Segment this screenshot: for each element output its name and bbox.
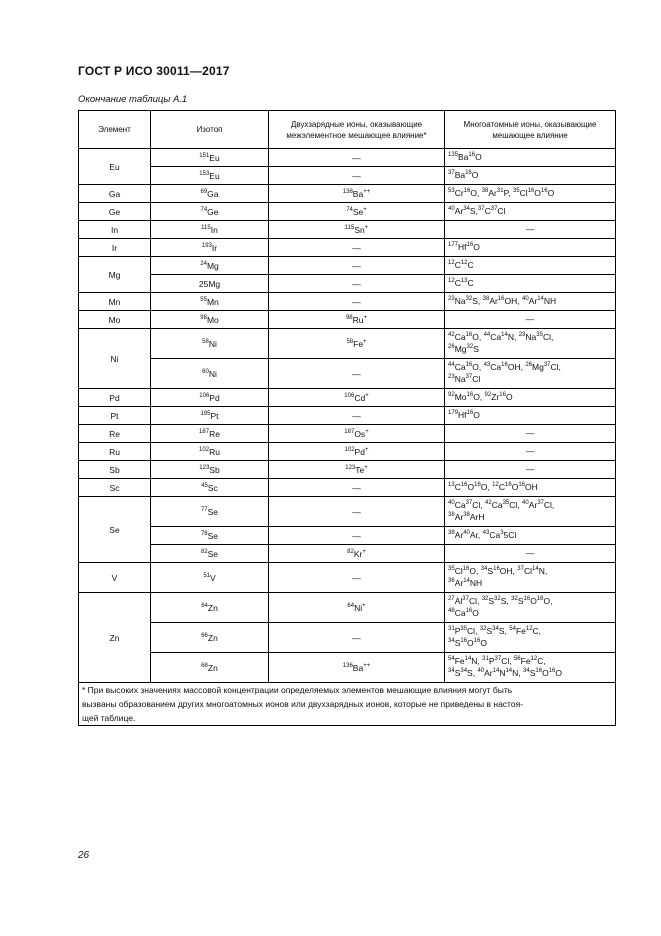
table-row [79, 239, 616, 257]
cell-doubly-charged: $^{102}$Pd+ [269, 443, 445, 461]
cell-isotope: $^{69}$Ga [151, 185, 269, 203]
cell-doubly-charged: $^{136}$Ba++ [269, 653, 445, 683]
cell-isotope: $^{82}$Se [151, 545, 269, 563]
cell-doubly-charged: — [269, 257, 445, 275]
cell-isotope: $^{68}$Zn [151, 653, 269, 683]
table-row [79, 275, 616, 293]
table-row [79, 389, 616, 407]
cell-isotope: $^{55}$Mn [151, 293, 269, 311]
page-number: 26 [78, 850, 90, 861]
cell-isotope: $^{24}$Mg [151, 257, 269, 275]
interference-table [78, 110, 616, 726]
cell-isotope: $^{74}$Ge [151, 203, 269, 221]
cell-element: Ir [79, 239, 151, 257]
cell-isotope: $^{98}$Mo [151, 311, 269, 329]
cell-polyatomic: $^{12}C^{13}C$ [445, 275, 616, 293]
cell-element: Mo [79, 311, 151, 329]
cell-polyatomic: — [445, 443, 616, 461]
cell-isotope: $^{193}$Ir [151, 239, 269, 257]
table-row [79, 527, 616, 545]
table-row [79, 593, 616, 623]
cell-polyatomic: $^{179}$Hf$^{16}$O [445, 407, 616, 425]
table-row [79, 293, 616, 311]
table-row [79, 461, 616, 479]
footnote-row [79, 683, 616, 726]
footnote-line: щей таблице. [82, 713, 136, 723]
table-row [79, 479, 616, 497]
table-caption: Окончание таблицы А.1 [78, 94, 188, 105]
cell-isotope: 25Mg [151, 275, 269, 293]
cell-isotope: $^{115}$In [151, 221, 269, 239]
cell-element: In [79, 221, 151, 239]
cell-doubly-charged: — [269, 527, 445, 545]
cell-isotope: $^{58}$Ni [151, 329, 269, 359]
document-header-title: ГОСТ Р ИСО 30011—2017 [78, 64, 230, 78]
cell-doubly-charged: — [269, 359, 445, 389]
cell-doubly-charged: — [269, 407, 445, 425]
table-footnote [79, 683, 616, 726]
cell-isotope: $^{60}$Ni [151, 359, 269, 389]
cell-isotope: $^{153}$Eu [151, 167, 269, 185]
cell-isotope: $^{77}$Se [151, 497, 269, 527]
cell-isotope: $^{106}$Pd [151, 389, 269, 407]
cell-polyatomic: $^{53}$Cr$^{16}$O, $^{38}$Ar$^{31}$P, $^{35}Cl^{16}O^{16}O$ [445, 185, 616, 203]
cell-polyatomic: $^{177}$Hf$^{16}$O [445, 239, 616, 257]
cell-doubly-charged: $^{98}$Ru+ [269, 311, 445, 329]
table-row [79, 185, 616, 203]
cell-polyatomic: $^{92}$Mo$^{16}$O, $^{92}$Zr$^{16}$O [445, 389, 616, 407]
cell-doubly-charged: $^{187}$Os+ [269, 425, 445, 443]
cell-isotope: $^{102}$Ru [151, 443, 269, 461]
cell-doubly-charged: $^{82}$Kr+ [269, 545, 445, 563]
table-header-row [79, 111, 616, 149]
cell-isotope: $^{51}$V [151, 563, 269, 593]
cell-polyatomic: $^{40}$Ca$^{37}$Cl, $^{42}$Ca$^{35}$Cl, $^{40}$Ar$^{37}$Cl, $^{38}$Ar$^{38}$ArH [445, 497, 616, 527]
cell-doubly-charged: $^{58}$Fe+ [269, 329, 445, 359]
cell-doubly-charged: — [269, 167, 445, 185]
cell-doubly-charged: $^{138}$Ba++ [269, 185, 445, 203]
cell-polyatomic: $^{44}$Ca$^{16}$O, $^{43}$Ca$^{16}$OH, $^{26}$Mg$^{37}$Cl, $^{23}$Na$^{37}$Cl [445, 359, 616, 389]
table-row [79, 359, 616, 389]
cell-element: Ru [79, 443, 151, 461]
cell-doubly-charged: — [269, 275, 445, 293]
cell-isotope: $^{123}$Sb [151, 461, 269, 479]
cell-element: V [79, 563, 151, 593]
cell-isotope: $^{195}$Pt [151, 407, 269, 425]
header-doubly-charged: Двухзарядные ионы, оказывающие межэлементное мешающее влияние* [269, 111, 445, 149]
cell-isotope: $^{78}$Se [151, 527, 269, 545]
cell-doubly-charged: $^{123}$Te+ [269, 461, 445, 479]
cell-doubly-charged: — [269, 497, 445, 527]
cell-doubly-charged: $^{115}$Sn+ [269, 221, 445, 239]
cell-element: Se [79, 497, 151, 563]
cell-polyatomic: $^{12}C^{12}C$ [445, 257, 616, 275]
cell-isotope: $^{64}$Zn [151, 593, 269, 623]
cell-doubly-charged: — [269, 293, 445, 311]
cell-element: Zn [79, 593, 151, 683]
cell-doubly-charged: — [269, 239, 445, 257]
cell-polyatomic: $^{35}$Cl$^{16}$O, $^{34}S^{16}OH$, $^{37}$Cl$^{14}$N, $^{36}$Ar$^{14}$NH [445, 563, 616, 593]
header-isotope: Изотоп [151, 111, 269, 149]
table-row [79, 221, 616, 239]
cell-polyatomic: — [445, 425, 616, 443]
cell-polyatomic: — [445, 461, 616, 479]
table-row [79, 311, 616, 329]
cell-polyatomic: — [445, 221, 616, 239]
cell-polyatomic: $^{13}C^{16}O^{16}O$, $^{12}C^{16}O^{16}OH$ [445, 479, 616, 497]
cell-polyatomic: $^{38}$Ar$^{40}$Ar, $^{43}$Ca$^3$5Cl [445, 527, 616, 545]
cell-doubly-charged: — [269, 623, 445, 653]
cell-element: Eu [79, 149, 151, 185]
cell-element: Mg [79, 257, 151, 293]
footnote-line: * При высоких значениях массовой концентрации определяемых элементов мешающие влияния могут быть [82, 685, 513, 695]
cell-doubly-charged: — [269, 479, 445, 497]
cell-element: Mn [79, 293, 151, 311]
cell-polyatomic: $^{42}$Ca$^{16}$O, $^{44}$Ca$^{14}$N, $^{23}$Na$^{35}$Cl, $^{26}$Mg$^{32}$S [445, 329, 616, 359]
table-row [79, 545, 616, 563]
table-row [79, 149, 616, 167]
cell-polyatomic: — [445, 311, 616, 329]
cell-element: Ge [79, 203, 151, 221]
cell-polyatomic: $^{135}$Ba$^{16}$O [445, 149, 616, 167]
cell-polyatomic: $^{40}Ar^{34}S,^{37}C^{37}Cl$ [445, 203, 616, 221]
cell-element: Re [79, 425, 151, 443]
table-row [79, 167, 616, 185]
table-row [79, 425, 616, 443]
table-row [79, 257, 616, 275]
footnote-line: вызваны образованием других многоатомных ионов или двухзарядных ионов, которые не приведены в настоя- [82, 699, 524, 709]
cell-doubly-charged: $^{64}$Ni+ [269, 593, 445, 623]
header-polyatomic: Многоатомные ионы, оказывающие мешающее влияние [445, 111, 616, 149]
table-row [79, 653, 616, 683]
cell-isotope: $^{187}$Re [151, 425, 269, 443]
table-row [79, 563, 616, 593]
cell-doubly-charged: $^{106}$Cd+ [269, 389, 445, 407]
cell-polyatomic: $^{54}$Fe$^{14}$N, $^{31}P^{37}Cl$, $^{56}$Fe$^{12}$C, $^{34}S^{34}S$, $^{40}Ar^{14}N^{14}N$, $^{34}S^{16}O^{16}O$ [445, 653, 616, 683]
cell-element: Ga [79, 185, 151, 203]
cell-element: Sb [79, 461, 151, 479]
table-row [79, 497, 616, 527]
cell-polyatomic: $^{23}$Na$^{32}$S, $^{38}$Ar$^{16}$OH, $^{40}$Ar$^{14}$NH [445, 293, 616, 311]
cell-doubly-charged: — [269, 563, 445, 593]
cell-isotope: $^{45}$Sc [151, 479, 269, 497]
header-element: Элемент [79, 111, 151, 149]
cell-element: Sc [79, 479, 151, 497]
table-row [79, 623, 616, 653]
cell-polyatomic: $^{37}$Ba$^{16}$O [445, 167, 616, 185]
cell-polyatomic: — [445, 545, 616, 563]
cell-doubly-charged: $^{74}$Se+ [269, 203, 445, 221]
table-row [79, 203, 616, 221]
cell-element: Pt [79, 407, 151, 425]
cell-element: Pd [79, 389, 151, 407]
table-row [79, 443, 616, 461]
table-body [79, 149, 616, 683]
cell-doubly-charged: — [269, 149, 445, 167]
cell-element: Ni [79, 329, 151, 389]
table-row [79, 407, 616, 425]
table-row [79, 329, 616, 359]
cell-polyatomic: $^{27}$Al$^{37}$Cl, $^{32}S^{32}S$, $^{32}S^{16}O^{16}O$, $^{48}$Ca$^{16}$O [445, 593, 616, 623]
cell-polyatomic: $^{31}P^{35}Cl$, $^{32}S^{34}S$, $^{54}$Fe$^{12}$C, $^{34}S^{16}O^{16}O$ [445, 623, 616, 653]
cell-isotope: $^{66}$Zn [151, 623, 269, 653]
cell-isotope: $^{151}$Eu [151, 149, 269, 167]
